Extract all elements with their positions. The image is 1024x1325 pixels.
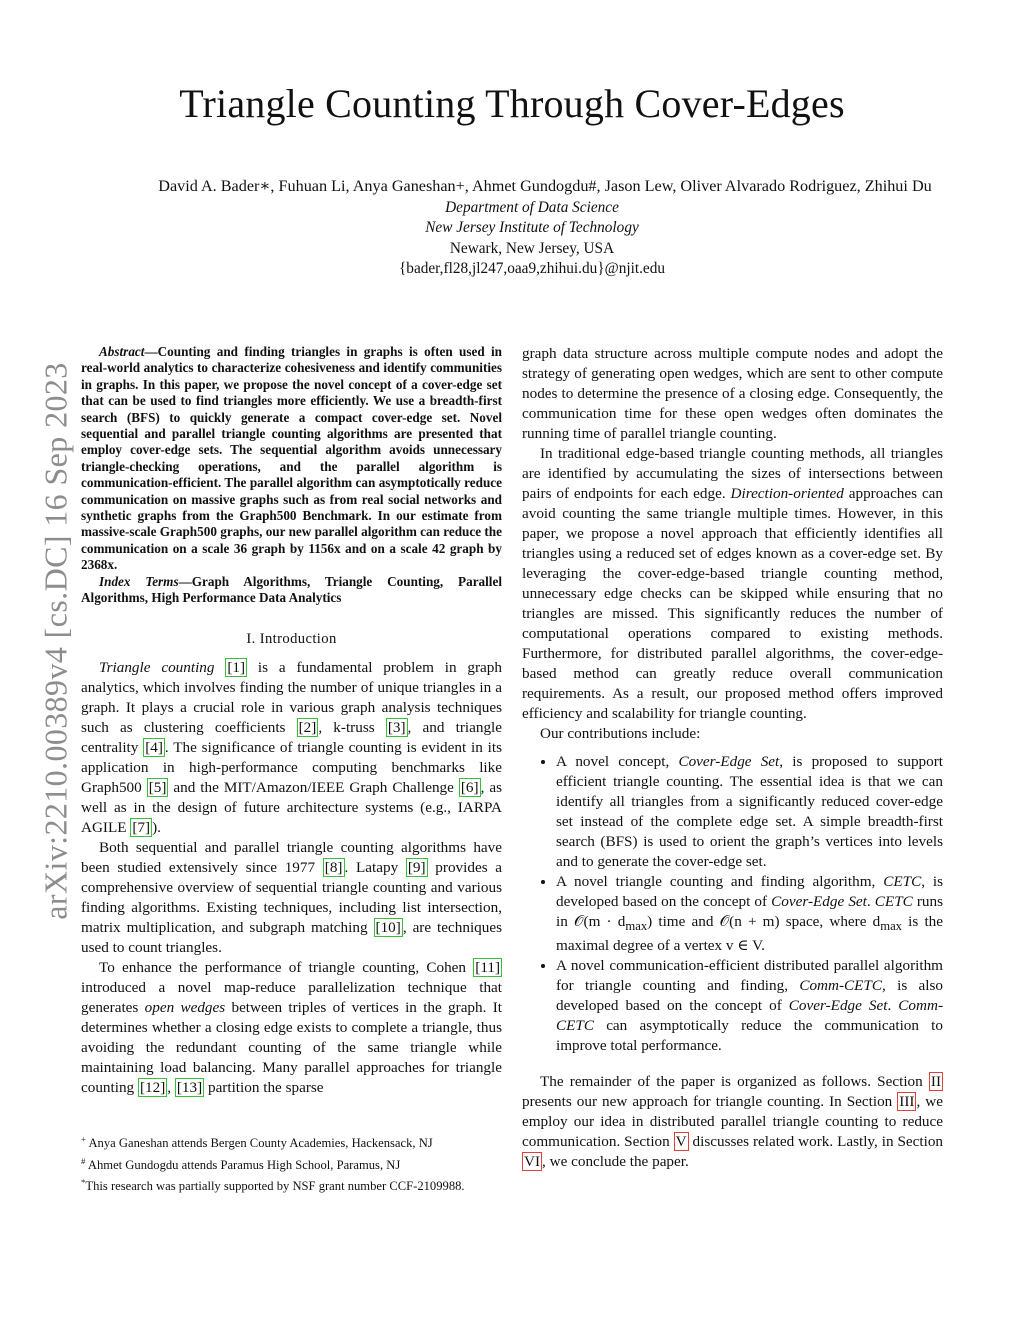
affiliation-department: Department of Data Science — [445, 199, 619, 216]
text: , and triangle centrality — [81, 718, 502, 756]
emphasis: CETC — [874, 893, 913, 910]
text: , we conclude the paper. — [542, 1153, 689, 1171]
text: and the MIT/Amazon/IEEE Graph Challenge — [173, 778, 454, 796]
right-column — [522, 344, 943, 1172]
index-terms — [81, 574, 502, 607]
section-link[interactable]: III — [899, 1093, 915, 1111]
text: ). — [152, 818, 161, 836]
text: To enhance the performance of triangle counting, Cohen — [99, 958, 467, 976]
text: . The significance of triangle counting is evident in its application in high-performance computing benchmarks like Graph500 — [81, 738, 503, 796]
citation-link[interactable]: [12] — [139, 1078, 166, 1096]
citation-link[interactable]: [11] — [475, 958, 501, 976]
text: , — [167, 1078, 172, 1096]
paper-title: Triangle Counting Through Cover-Edges — [179, 81, 845, 126]
emphasis: Direction-oriented — [730, 485, 844, 502]
citation-link[interactable]: [8] — [324, 858, 343, 876]
left-column — [81, 344, 502, 1098]
citation-link[interactable]: [2] — [298, 718, 317, 736]
text: , is also developed based on the concept of — [556, 977, 943, 1015]
index-terms-label: Index Terms — [99, 573, 179, 589]
emphasis: Cover-Edge Set — [788, 997, 888, 1015]
right-paragraph-last — [522, 1072, 943, 1172]
text: , we employ our idea in distributed parallel triangle counting to reduce communication. Section — [522, 1093, 943, 1151]
abstract-text: —Counting and finding triangles in graphs is often used in real-world analytics to characterize cohesiveness and identify communities in graphs. In this paper, we propose the novel concept of a cover-edge set that can be used to find triangles more efficiently. We use a breadth-first search (BFS) to quickly generate a compact cover-edge set. Novel sequential and parallel triangle counting algorithms are presented that employ cover-edge sets. The sequential algorithm avoids unnecessary triangle-checking operations, and the parallel algorithm is communication-efficient. The parallel algorithm can asymptotically reduce communication on massive graphs such as from real social networks and synthetic graphs from the Graph500 Benchmark. In our estimate from massive-scale Graph500 graphs, our new parallel algorithm can reduce the communication on a scale 36 graph by 1156x and on a scale 42 graph by 2368x. — [81, 344, 502, 573]
math-subscript: max — [625, 919, 648, 934]
citation-link[interactable]: [13] — [176, 1078, 203, 1096]
contributions-list — [522, 752, 943, 1056]
text: , are techniques used to count triangles. — [81, 918, 503, 956]
text: Both sequential and parallel triangle counting algorithms have been studied extensively since 1977 — [81, 838, 502, 876]
footnote-mark: * — [81, 1177, 86, 1188]
emphasis: open wedges — [144, 998, 226, 1016]
intro-paragraph-1 — [81, 658, 502, 838]
footnote-1 — [81, 1132, 502, 1152]
affiliation-city: Newark, New Jersey, USA — [449, 240, 615, 257]
citation-link[interactable]: [9] — [407, 858, 426, 876]
text: partition the sparse — [207, 1078, 324, 1096]
text: The remainder of the paper is organized as follows. Section — [540, 1073, 923, 1091]
abstract-label: Abstract — [99, 344, 145, 359]
affiliation-email[interactable]: {bader,fl28,jl247,oaa9,zhihui.du}@njit.edu — [398, 260, 666, 277]
intro-paragraph-2 — [81, 838, 502, 958]
abstract — [81, 344, 502, 574]
citation-link[interactable]: [6] — [460, 778, 479, 796]
intro-lead-term: Triangle counting — [99, 658, 215, 676]
affiliation-institution: New Jersey Institute of Technology — [425, 219, 639, 236]
text: between triples of vertices in the graph. It determines whether a closing edge exists to complete a triangle, thus avoiding the redundant counting of the same triangle while maintaining load balancing. Many parallel approaches for triangle counting — [81, 998, 502, 1096]
citation-link[interactable]: [3] — [387, 718, 406, 736]
text: is a fundamental problem in graph analytics, which involves finding the number of unique triangles in a graph. It plays a crucial role in various graph analysis techniques such as clustering coefficients — [81, 658, 502, 736]
text: . — [887, 997, 892, 1015]
emphasis: Cover-Edge Set — [771, 893, 867, 910]
text: A novel communication-efficient distributed parallel algorithm for triangle counting and finding, — [556, 957, 943, 995]
text: . Latapy — [344, 858, 399, 876]
emphasis: Comm-CETC — [556, 997, 944, 1035]
math-subscript: max — [880, 919, 903, 934]
text: approaches can avoid counting the same triangle multiple times. However, in this paper, we propose a novel approach that efficiently identifies all triangles using a reduced set of edges known as a cover-edge set. By leveraging the cover-edge-based triangle counting method, unnecessary edge checks can be skipped while ensuring that no triangles are missed. This significantly reduces the number of computational operations compared to existing methods. Furthermore, for distributed parallel algorithms, the cover-edge-based method can greatly reduce overall communication requirements. As a result, our proposed method offers improved efficiency and scalability for triangle counting. — [522, 485, 944, 722]
text: , k-truss — [318, 718, 375, 736]
right-paragraph-2 — [522, 444, 943, 724]
citation-link[interactable]: [7] — [132, 818, 151, 836]
text: can asymptotically reduce the communication to improve total performance. — [556, 1017, 943, 1055]
math: ) time and 𝒪(n + m) space, where d — [647, 913, 881, 930]
text: , is proposed to support efficient triangle counting. The essential idea is that we can identify all triangles from a significantly reduced cover-edge set instead of the complete edge set. A simple breadth-first search (BFS) is used to orient the graph’s vertices into levels and to generate the cover-edge set. — [556, 753, 943, 870]
text: Anya Ganeshan attends Bergen County Academies, Hackensack, NJ — [88, 1136, 433, 1151]
emphasis: Cover-Edge Set — [678, 753, 780, 770]
right-paragraph-1: graph data structure across multiple compute nodes and adopt the strategy of generating open wedges, which are sent to other compute nodes to determine the presence of a closing edge. Consequently, the communication time for these open wedges often dominates the running time of parallel triangle counting. — [522, 345, 943, 442]
contribution-item — [556, 956, 943, 1056]
contribution-item — [556, 752, 943, 872]
emphasis: CETC — [883, 873, 922, 890]
contribution-item — [556, 872, 943, 956]
emphasis: Comm-CETC — [799, 977, 883, 995]
text: presents our new approach for triangle counting. In Section — [522, 1093, 893, 1111]
footnote-3 — [81, 1175, 502, 1195]
section-link[interactable]: V — [675, 1133, 687, 1151]
text: . — [866, 893, 871, 910]
citation-link[interactable]: [1] — [227, 658, 246, 676]
section-link[interactable]: VI — [524, 1153, 541, 1171]
footnote-mark: # — [81, 1155, 86, 1166]
text: provides a comprehensive overview of sequential triangle counting and various finding algorithms. Existing techniques, including list intersection, matrix multiplication, and subgraph matching — [81, 858, 503, 936]
section-link[interactable]: II — [930, 1073, 942, 1091]
text: Ahmet Gundogdu attends Paramus High School, Paramus, NJ — [87, 1157, 401, 1172]
math: runs in 𝒪(m · d — [556, 893, 944, 930]
text: introduced a novel map-reduce parallelization technique that generates — [81, 978, 502, 1016]
text: is the maximal degree of a vertex v ∈ V. — [556, 913, 944, 955]
text: This research was partially supported by NSF grant number CCF-2109988. — [85, 1179, 465, 1194]
footnote-2 — [81, 1154, 502, 1174]
arxiv-identifier: arXiv:2210.00389v4 [cs.DC] 16 Sep 2023 — [37, 362, 74, 920]
citation-link[interactable]: [10] — [375, 918, 401, 936]
text: A novel triangle counting and finding algorithm, — [556, 873, 876, 890]
contributions-intro: Our contributions include: — [540, 725, 701, 742]
footnotes — [81, 1132, 502, 1197]
text: A novel concept, — [556, 753, 670, 770]
text: , as well as in the design of future architecture systems (e.g., IARPA AGILE — [81, 778, 503, 836]
footnote-mark: + — [81, 1134, 86, 1144]
citation-link[interactable]: [5] — [148, 778, 167, 796]
intro-paragraph-3 — [81, 958, 502, 1098]
index-terms-text: —Graph Algorithms, Triangle Counting, Parallel Algorithms, High Performance Data Analytics — [81, 573, 502, 606]
text: , is developed based on the concept of — [556, 873, 944, 910]
text: discusses related work. Lastly, in Section — [692, 1133, 944, 1151]
citation-link[interactable]: [4] — [145, 738, 163, 756]
section-heading-introduction: I. Introduction — [246, 630, 337, 647]
text: In traditional edge-based triangle counting methods, all triangles are identified by accumulating the sizes of intersections between pairs of endpoints for each edge. — [522, 445, 943, 502]
author-list: David A. Bader∗, Fuhuan Li, Anya Ganeshan+, Ahmet Gundogdu#, Jason Lew, Oliver Alvarado Rodriguez, Zhihui Du — [158, 177, 932, 195]
